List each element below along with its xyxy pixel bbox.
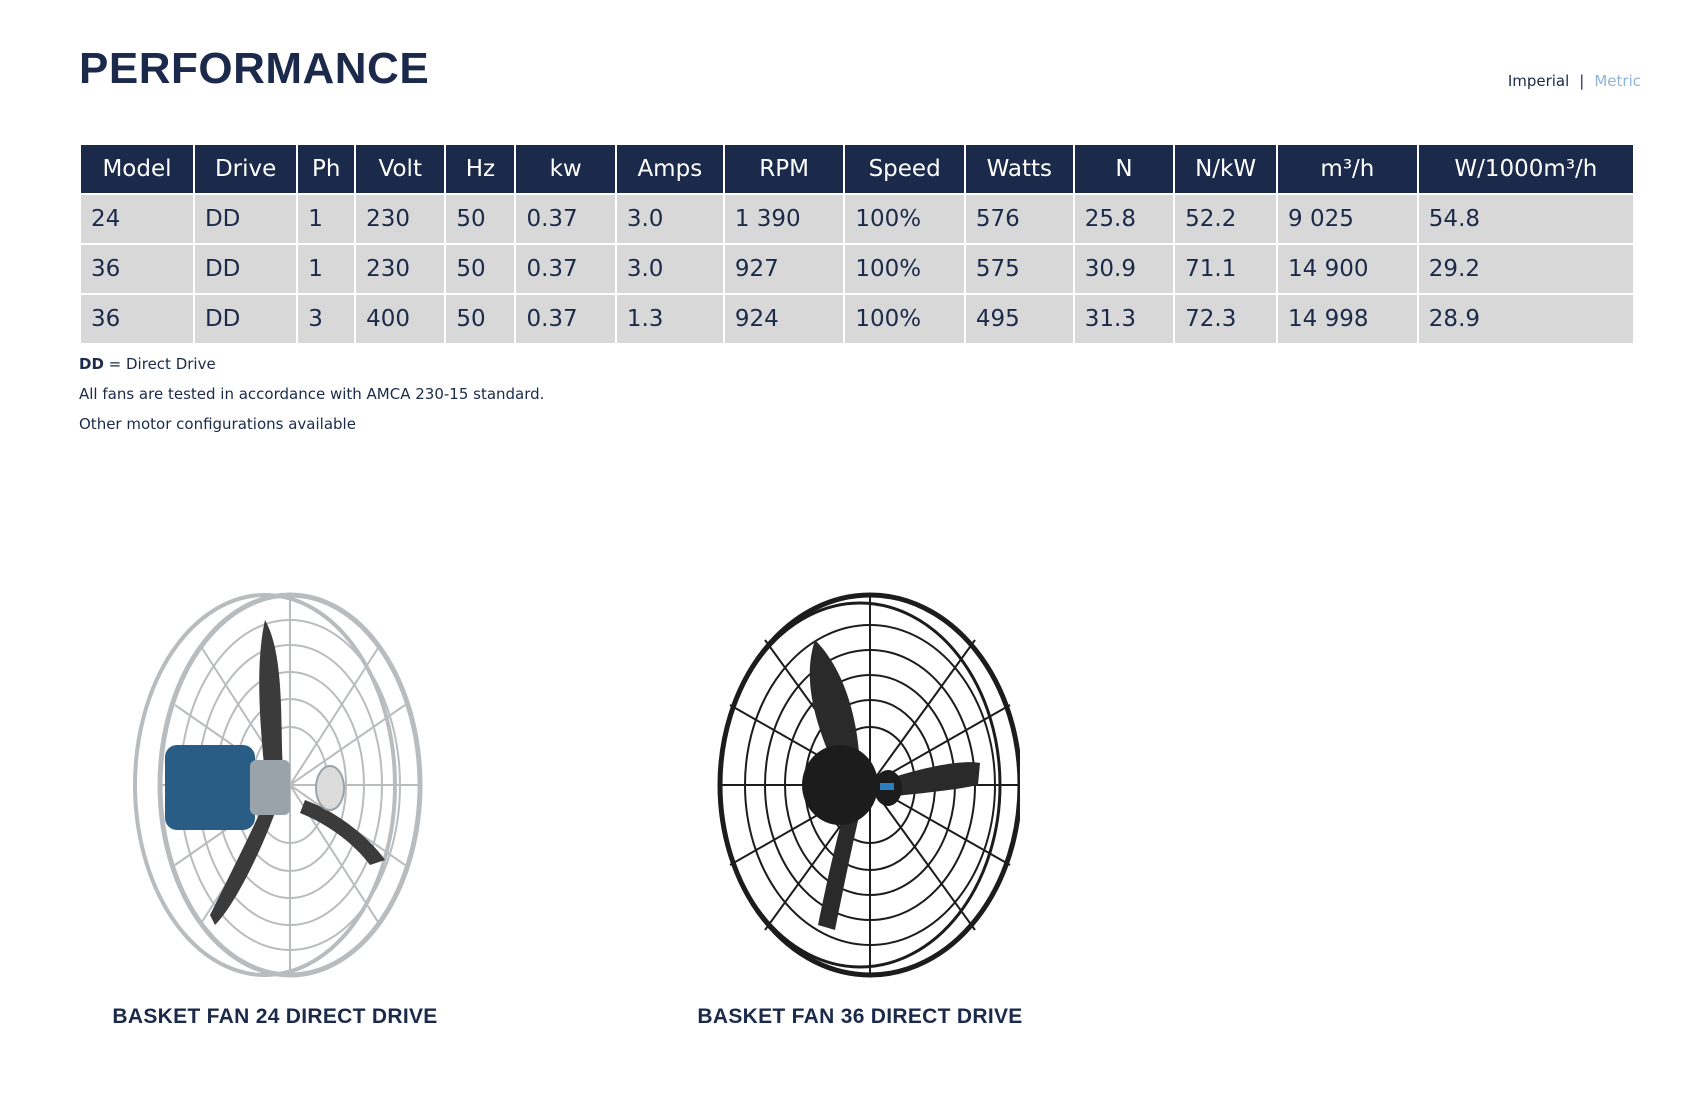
table-cell: 924 — [725, 295, 844, 343]
table-cell: 3.0 — [617, 245, 723, 293]
table-header-row — [81, 145, 1633, 193]
table-cell: 72.3 — [1175, 295, 1276, 343]
table-cell: 0.37 — [516, 195, 614, 243]
metric-unit-link[interactable]: Metric — [1594, 72, 1641, 90]
page-title: PERFORMANCE — [79, 44, 430, 93]
dd-abbreviation: DD — [79, 355, 104, 373]
column-header: Model — [81, 145, 193, 193]
table-cell: DD — [195, 295, 296, 343]
table-cell: 28.9 — [1419, 295, 1633, 343]
table-cell: 1 — [298, 245, 354, 293]
column-header: m³/h — [1278, 145, 1417, 193]
table-cell: 400 — [356, 295, 444, 343]
unit-toggle — [1508, 72, 1641, 90]
black-basket-fan-image[interactable] — [700, 585, 1020, 985]
performance-table — [79, 143, 1635, 345]
silver-basket-fan-image[interactable] — [115, 585, 435, 985]
product-card-36[interactable] — [650, 585, 1070, 1029]
table-cell: 575 — [966, 245, 1073, 293]
table-cell: 52.2 — [1175, 195, 1276, 243]
table-cell: 50 — [446, 245, 514, 293]
table-cell: 36 — [81, 245, 193, 293]
table-cell: DD — [195, 195, 296, 243]
table-cell: 230 — [356, 245, 444, 293]
table-cell: 54.8 — [1419, 195, 1633, 243]
table-cell: 576 — [966, 195, 1073, 243]
product-card-24[interactable] — [65, 585, 485, 1029]
table-cell: 230 — [356, 195, 444, 243]
table-cell: 3.0 — [617, 195, 723, 243]
table-cell: 24 — [81, 195, 193, 243]
table-cell: 0.37 — [516, 245, 614, 293]
column-header: N/kW — [1175, 145, 1276, 193]
table-cell: 50 — [446, 295, 514, 343]
table-cell: 100% — [845, 195, 963, 243]
table-cell: 1 390 — [725, 195, 844, 243]
column-header: Speed — [845, 145, 963, 193]
column-header: Watts — [966, 145, 1073, 193]
table-row — [81, 245, 1633, 293]
table-cell: 100% — [845, 295, 963, 343]
table-notes — [79, 356, 544, 446]
table-cell: 50 — [446, 195, 514, 243]
amca-standard-note: All fans are tested in accordance with AMCA 230-15 standard. — [79, 385, 545, 403]
column-header: RPM — [725, 145, 844, 193]
column-header: W/1000m³/h — [1419, 145, 1633, 193]
table-row — [81, 295, 1633, 343]
table-cell: 3 — [298, 295, 354, 343]
unit-separator: | — [1579, 72, 1585, 90]
table-cell: 31.3 — [1075, 295, 1173, 343]
column-header: kw — [516, 145, 614, 193]
table-cell: 100% — [845, 245, 963, 293]
dd-legend-note — [79, 356, 544, 372]
table-cell: 0.37 — [516, 295, 614, 343]
imperial-unit-link[interactable]: Imperial — [1507, 72, 1570, 90]
table-cell: 36 — [81, 295, 193, 343]
column-header: Volt — [356, 145, 444, 193]
table-cell: 14 998 — [1278, 295, 1417, 343]
table-cell: 9 025 — [1278, 195, 1417, 243]
table-cell: 14 900 — [1278, 245, 1417, 293]
product-caption-36[interactable]: BASKET FAN 36 DIRECT DRIVE — [697, 1005, 1023, 1028]
table-cell: 25.8 — [1075, 195, 1173, 243]
table-cell: 30.9 — [1075, 245, 1173, 293]
table-cell: 495 — [966, 295, 1073, 343]
table-cell: 1.3 — [617, 295, 723, 343]
column-header: Ph — [298, 145, 354, 193]
product-caption-24[interactable]: BASKET FAN 24 DIRECT DRIVE — [112, 1005, 438, 1028]
table-cell: 1 — [298, 195, 354, 243]
dd-definition: = Direct Drive — [103, 355, 216, 373]
table-cell: 927 — [725, 245, 844, 293]
table-cell: DD — [195, 245, 296, 293]
column-header: Drive — [195, 145, 296, 193]
table-row — [81, 195, 1633, 243]
motor-config-note: Other motor configurations available — [79, 415, 356, 433]
column-header: N — [1075, 145, 1173, 193]
column-header: Amps — [617, 145, 723, 193]
table-cell: 29.2 — [1419, 245, 1633, 293]
column-header: Hz — [446, 145, 514, 193]
table-cell: 71.1 — [1175, 245, 1276, 293]
